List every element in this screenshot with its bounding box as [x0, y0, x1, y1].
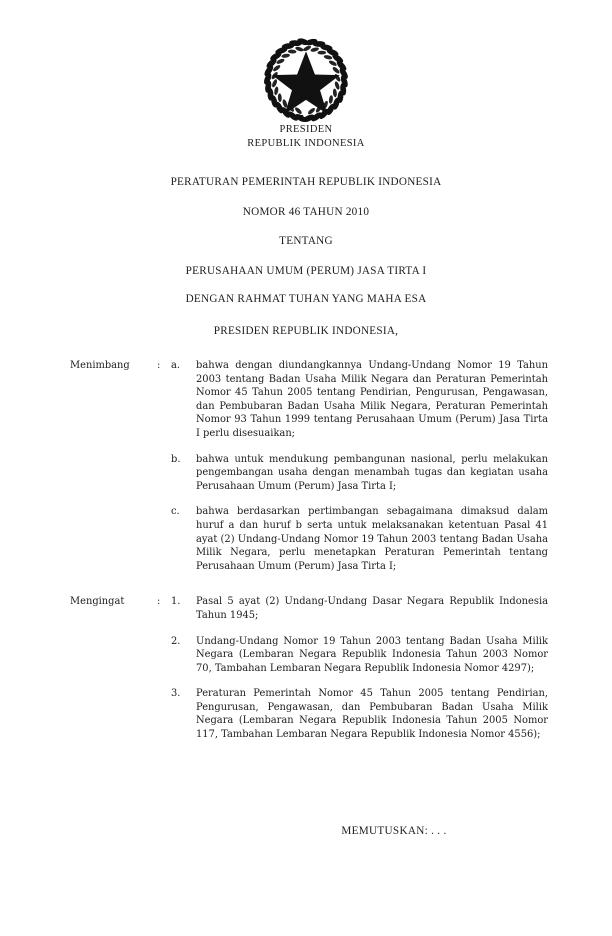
document-title-block: [0, 176, 612, 277]
tentang-line: TENTANG: [279, 235, 333, 247]
mengingat-colon: :: [157, 596, 161, 608]
mengingat-item-2: [0, 635, 612, 676]
emblem-container: [0, 34, 612, 126]
menimbang-section: [0, 359, 612, 573]
clauses-container: [0, 359, 612, 742]
menimbang-colon: :: [157, 360, 161, 371]
mengingat-text-3: Peraturan Pemerintah Nomor 45 Tahun 2005 tentang Pendirian, Pengurusan, Pengawasan, dan Pembubaran Badan Usaha Milik Negara (Lembaran Negara Republik Indonesia Tahun 2005 Nomor 117, Tambahan Lembaran Negara Republik Indonesia Nomor 4556);: [196, 688, 548, 741]
regulation-type-line: PERATURAN PEMERINTAH REPUBLIK INDONESIA: [170, 176, 442, 188]
mengingat-item-1: [0, 595, 612, 622]
mengingat-text-2: Undang-Undang Nomor 19 Tahun 2003 tentang Badan Usaha Milik Negara (Lembaran Negara Republik Indonesia Tahun 2003 Nomor 70, Tambahan Lembaran Negara Republik Indonesia Nomor 4297);: [196, 635, 548, 674]
menimbang-item-c: [0, 505, 612, 573]
presiden-line: PRESIDEN: [279, 124, 333, 135]
menimbang-marker-a: a.: [171, 360, 181, 371]
republik-indonesia-line: REPUBLIK INDONESIA: [247, 137, 365, 149]
presiden-republik-indonesia-heading: [0, 123, 612, 150]
menimbang-text-b: bahwa untuk mendukung pembangunan nasional, perlu melakukan pengembangan usaha dengan menambah tugas dan kegiatan usaha Perusahaan Umum (Perum) Jasa Tirta I;: [196, 453, 548, 492]
mengingat-marker-2: 2.: [171, 635, 181, 647]
menimbang-text-a: bahwa dengan diundangkannya Undang-Undang Nomor 19 Tahun 2003 tentang Badan Usaha Milik Negara dan Peraturan Pemerintah Nomor 45 Tahun 2005 tentang Pendirian, Pengurusan, Pengawasan, dan Pembubaran Badan Usaha Milik Negara, Peraturan Pemerintah Nomor 93 Tahun 1999 tentang Perusahaan Umum (Perum) Jasa Tirta I perlu disesuaikan;: [196, 360, 548, 439]
menimbang-marker-c: c.: [171, 506, 180, 518]
menimbang-text-c: bahwa berdasarkan pertimbangan sebagaimana dimaksud dalam huruf a dan huruf b serta untuk melaksanakan ketentuan Pasal 41 ayat (2) Undang-Undang Nomor 19 Tahun 2003 tentang Badan Usaha Milik Negara, perlu menetapkan Peraturan Pemerintah tentang Perusahaan Umum (Perum) Jasa Tirta I;: [196, 506, 548, 572]
menimbang-label: Menimbang: [70, 360, 130, 371]
mengingat-section: [0, 595, 612, 741]
preamble-block: [0, 293, 612, 337]
menimbang-marker-b: b.: [171, 453, 181, 465]
presidential-emblem-star-in-wreath: [258, 34, 354, 126]
presiden-signatory-line: PRESIDEN REPUBLIK INDONESIA,: [213, 325, 399, 337]
menimbang-item-b: [0, 453, 612, 494]
memutuskan-continuation: MEMUTUSKAN: . . .: [341, 825, 447, 837]
mengingat-label: Mengingat: [70, 596, 125, 608]
regulation-number-line: NOMOR 46 TAHUN 2010: [242, 205, 370, 218]
dengan-rahmat-line: DENGAN RAHMAT TUHAN YANG MAHA ESA: [185, 293, 427, 305]
mengingat-marker-3: 3.: [171, 688, 181, 700]
mengingat-marker-1: 1.: [171, 596, 181, 608]
mengingat-text-1: Pasal 5 ayat (2) Undang-Undang Dasar Negara Republik Indonesia Tahun 1945;: [196, 596, 548, 621]
regulation-subject-line: PERUSAHAAN UMUM (PERUM) JASA TIRTA I: [185, 264, 427, 277]
mengingat-item-3: [0, 687, 612, 741]
menimbang-item-a: [0, 359, 612, 441]
